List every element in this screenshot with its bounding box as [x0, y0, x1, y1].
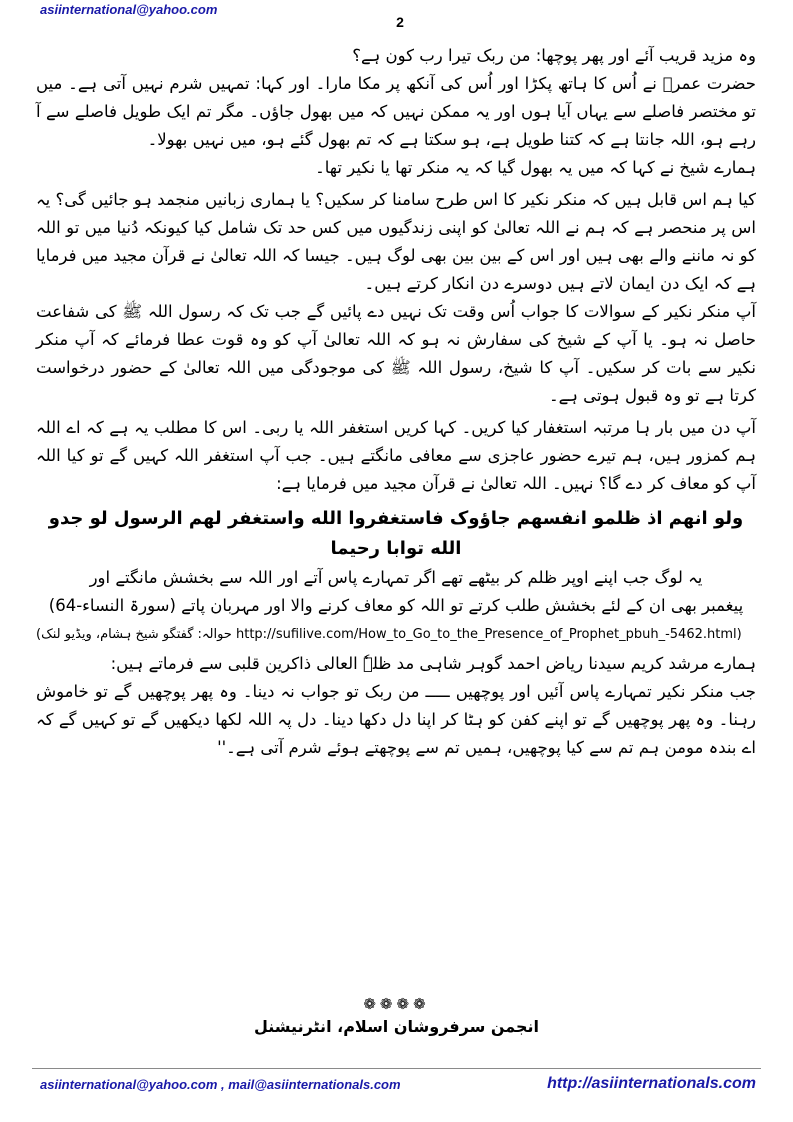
footer-website-link[interactable]: http://asiinternationals.com: [547, 1075, 756, 1092]
ornament-divider: ❁❁❁❁: [363, 995, 430, 1013]
reference-link[interactable]: (حوالہ: گفتگو شیخ ہشام، ویڈیو لنک http://sufilive.com/How_to_Go_to_the_Presence_of_Prophet_pbuh_-5462.html): [36, 627, 742, 642]
paragraph-8: جب منکر نکیر تمہارے پاس آئیں اور پوچھیں ـــــ من ربک تو جواب نہ دینا۔ وہ پھر پوچھیں گے تو خاموش رہنا۔ وہ پھر پوچھیں گے تو اپنے کفن کو ہٹا کر اپنا دل دکھا دینا۔ دل پہ اللہ لکھا دیکھیں گے تو کہیں گے کہ اے بندہ مومن ہم تم سے کیا پوچھیں، ہمیں تم سے پوچھتے ہوئے شرم آتی ہے۔'': [36, 682, 756, 757]
paragraph-1: وہ مزید قریب آئے اور پھر پوچھا: من ربک تیرا رب کون ہے؟: [352, 46, 756, 65]
footer-divider: [32, 1068, 761, 1069]
paragraph-7: ہمارے مرشد کریم سیدنا ریاض احمد گوہر شاہی مد ظلہٗ العالی ذاکرین قلبی سے فرماتے ہیں:: [110, 654, 756, 673]
paragraph-5: آپ منکر نکیر کے سوالات کا جواب اُس وقت تک نہیں دے پائیں گے جب تک کہ رسول اللہ ﷺ کی شفاعت حاصل نہ ہو۔ یا آپ کے شیخ کی سفارش نہ ہو کہ اللہ تعالیٰ آپ کو وہ قوت عطا فرمائے کہ آپ منکر نکیر سے بات کر سکیں۔ آپ کا شیخ، رسول اللہ ﷺ کی موجودگی میں اللہ تعالیٰ کے حضور درخواست کرتا ہے تو وہ قبول ہوتی ہے۔: [36, 302, 756, 405]
page-number: 2: [396, 14, 404, 30]
paragraph-4: کیا ہم اس قابل ہیں کہ منکر نکیر کا اس طرح سامنا کر سکیں؟ یا ہماری زبانیں منجمد ہو جائیں گی؟ یہ اس پر منحصر ہے کہ ہم نے اللہ تعالیٰ کو اپنی زندگیوں میں کس حد تک شامل کیا کیونکہ دُنیا میں تو اللہ کو نہ ماننے والے بھی ہیں اور اس کے بین بین بھی لوگ ہیں۔ جیسا کہ اللہ تعالیٰ نے قرآن مجید میں فرمایا ہے کہ ایک دن ایمان لاتے ہیں دوسرے دن انکار کرتے ہیں۔: [36, 190, 756, 293]
document-body: [36, 42, 756, 762]
footer: [40, 1075, 756, 1093]
verse-translation-line-2: پیغمبر بھی ان کے لئے بخشش طلب کرتے تو اللہ کو معاف کرنے والا اور مہربان پاتے (سورۃ النساء-64): [48, 596, 744, 615]
paragraph-2: حضرت عمرؓ نے اُس کا ہاتھ پکڑا اور اُس کی آنکھ پر مکا مارا۔ اور کہا: تمہیں شرم نہیں آتی ہے۔ میں تو مختصر فاصلے سے یہاں آیا ہوں اور یہ ممکن نہیں کہ میں بھول جاؤں۔ مگر تم ایک طویل فاصلے سے آ رہے ہو، اللہ جانتا ہے کہ کتنا طویل ہے، ہو سکتا ہے کہ تم بھول گئے ہو، میں نہیں بھولا۔: [36, 74, 756, 149]
paragraph-3: ہمارے شیخ نے کہا کہ میں یہ بھول گیا کہ یہ منکر تھا یا نکیر تھا۔: [315, 158, 756, 177]
verse-translation-line-1: یہ لوگ جب اپنے اوپر ظلم کر بیٹھے تھے اگر تمہارے پاس آتے اور اللہ سے بخشش مانگتے اور: [89, 568, 703, 587]
organization-name: انجمن سرفروشان اسلام، انٹرنیشنل: [253, 1017, 540, 1036]
paragraph-6: آپ دن میں بار ہا مرتبہ استغفار کیا کریں۔ کہا کریں استغفر اللہ یا ربی۔ اس کا مطلب یہ ہے کہ اے اللہ ہم کمزور ہیں، ہم تیرے حضور عاجزی سے معافی مانگتے ہیں۔ جب آپ استغفر اللہ کہیں گے تو کیا اللہ آپ کو معاف کر دے گا؟ نہیں۔ اللہ تعالیٰ نے قرآن مجید میں فرمایا ہے:: [36, 418, 756, 493]
header-email-link[interactable]: asiinternational@yahoo.com: [40, 2, 218, 17]
footer-emails[interactable]: asiinternational@yahoo.com , mail@asiinternationals.com: [40, 1076, 401, 1092]
quran-verse-arabic: ولو انھم اذ ظلمو انفسھم جاؤوک فاستغفروا الله واستغفر لھم الرسول لو جدو الله توابا رحیما: [48, 508, 744, 559]
